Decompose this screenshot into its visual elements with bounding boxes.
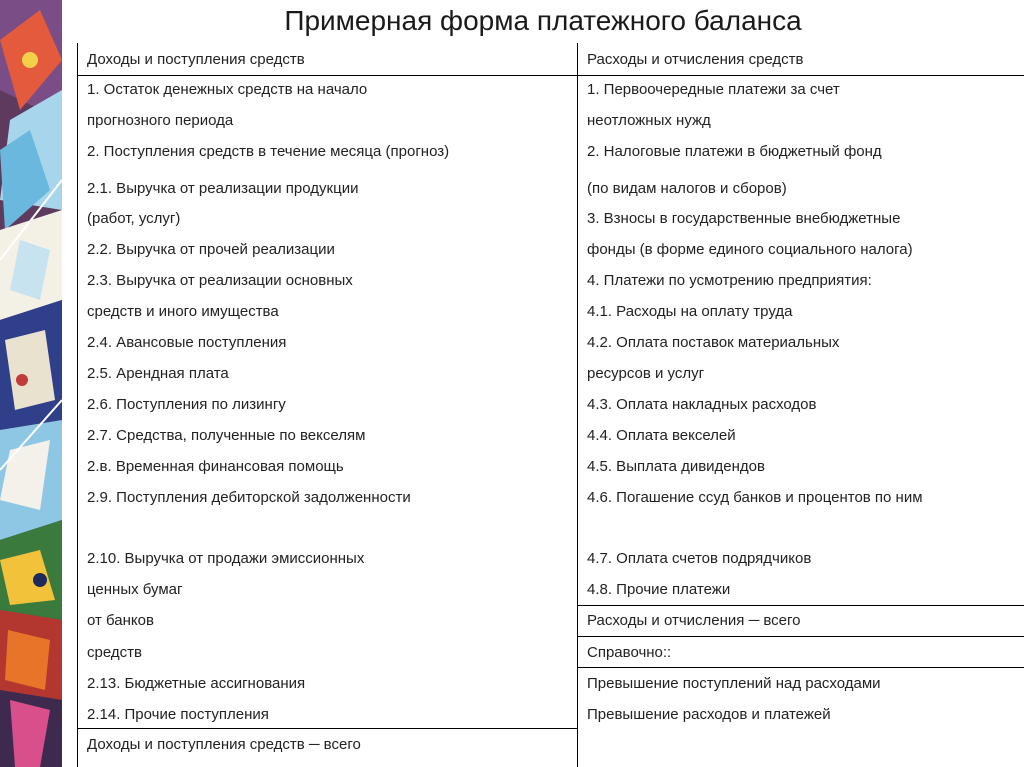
right-line: 4.4. Оплата векселей — [587, 427, 736, 444]
right-line: неотложных нужд — [587, 112, 711, 129]
left-line: от банков — [87, 612, 154, 629]
left-line: 2.13. Бюджетные ассигнования — [87, 675, 306, 692]
left-line: средств и иного имущества — [87, 303, 279, 320]
left-total: Доходы и поступления средств ─ всего — [87, 736, 361, 753]
right-line: 4.5. Выплата дивидендов — [587, 458, 765, 475]
right-line: 4.7. Оплата счетов подрядчиков — [587, 550, 812, 567]
left-line: 2.в. Временная финансовая помощь — [87, 458, 344, 475]
header-divider — [77, 75, 1024, 76]
left-line: 2.14. Прочие поступления — [87, 706, 269, 723]
right-line: 4. Платежи по усмотрению предприятия: — [587, 272, 872, 289]
right-line: ресурсов и услуг — [587, 365, 705, 382]
left-line: ценных бумаг — [87, 581, 183, 598]
left-line: 2.4. Авансовые поступления — [87, 334, 287, 351]
right-line: 4.2. Оплата поставок материальных — [587, 334, 840, 351]
left-line: 2.9. Поступления дебиторской задолженности — [87, 489, 411, 506]
left-line: 2.2. Выручка от прочей реализации — [87, 241, 335, 258]
right-line: 2. Налоговые платежи в бюджетный фонд — [587, 143, 882, 160]
table-middle-border — [577, 43, 578, 767]
right-line: 1. Первоочередные платежи за счет — [587, 81, 840, 98]
left-total-divider — [77, 728, 577, 729]
page-title: Примерная форма платежного баланса — [284, 5, 802, 36]
reference-line: Превышение поступлений над расходами — [587, 675, 881, 692]
left-line: (работ, услуг) — [87, 210, 181, 227]
right-line: 4.1. Расходы на оплату труда — [587, 303, 793, 320]
left-line: средств — [87, 644, 142, 661]
left-line: 2.7. Средства, полученные по векселям — [87, 427, 366, 444]
table-left-border — [77, 43, 78, 767]
right-total: Расходы и отчисления ─ всего — [587, 612, 801, 629]
left-line: 2.6. Поступления по лизингу — [87, 396, 286, 413]
right-line: 3. Взносы в государственные внебюджетные — [587, 210, 901, 227]
left-line: 2.10. Выручка от продажи эмиссионных — [87, 550, 365, 567]
right-line: (по видам налогов и сборов) — [587, 180, 787, 197]
left-column-header: Доходы и поступления средств — [87, 51, 305, 68]
reference-line: Превышение расходов и платежей — [587, 706, 831, 723]
left-line: 1. Остаток денежных средств на начало — [87, 81, 368, 98]
left-line: 2.3. Выручка от реализации основных — [87, 272, 353, 289]
left-line: 2.5. Арендная плата — [87, 365, 229, 382]
right-line: 4.3. Оплата накладных расходов — [587, 396, 817, 413]
right-line: 4.8. Прочие платежи — [587, 581, 731, 598]
right-column-header: Расходы и отчисления средств — [587, 51, 804, 68]
right-total-top-divider — [577, 605, 1024, 606]
right-line: 4.6. Погашение ссуд банков и процентов по ним — [587, 489, 923, 506]
left-line: 2.1. Выручка от реализации продукции — [87, 180, 359, 197]
decorative-artwork — [0, 0, 62, 767]
reference-label: Справочно:: — [587, 644, 672, 661]
right-total-bottom-divider — [577, 636, 1024, 637]
right-reference-divider — [577, 667, 1024, 668]
right-line: фонды (в форме единого социального налога) — [587, 241, 913, 258]
left-line: 2. Поступления средств в течение месяца (прогноз) — [87, 143, 450, 160]
left-line: прогнозного периода — [87, 112, 234, 129]
